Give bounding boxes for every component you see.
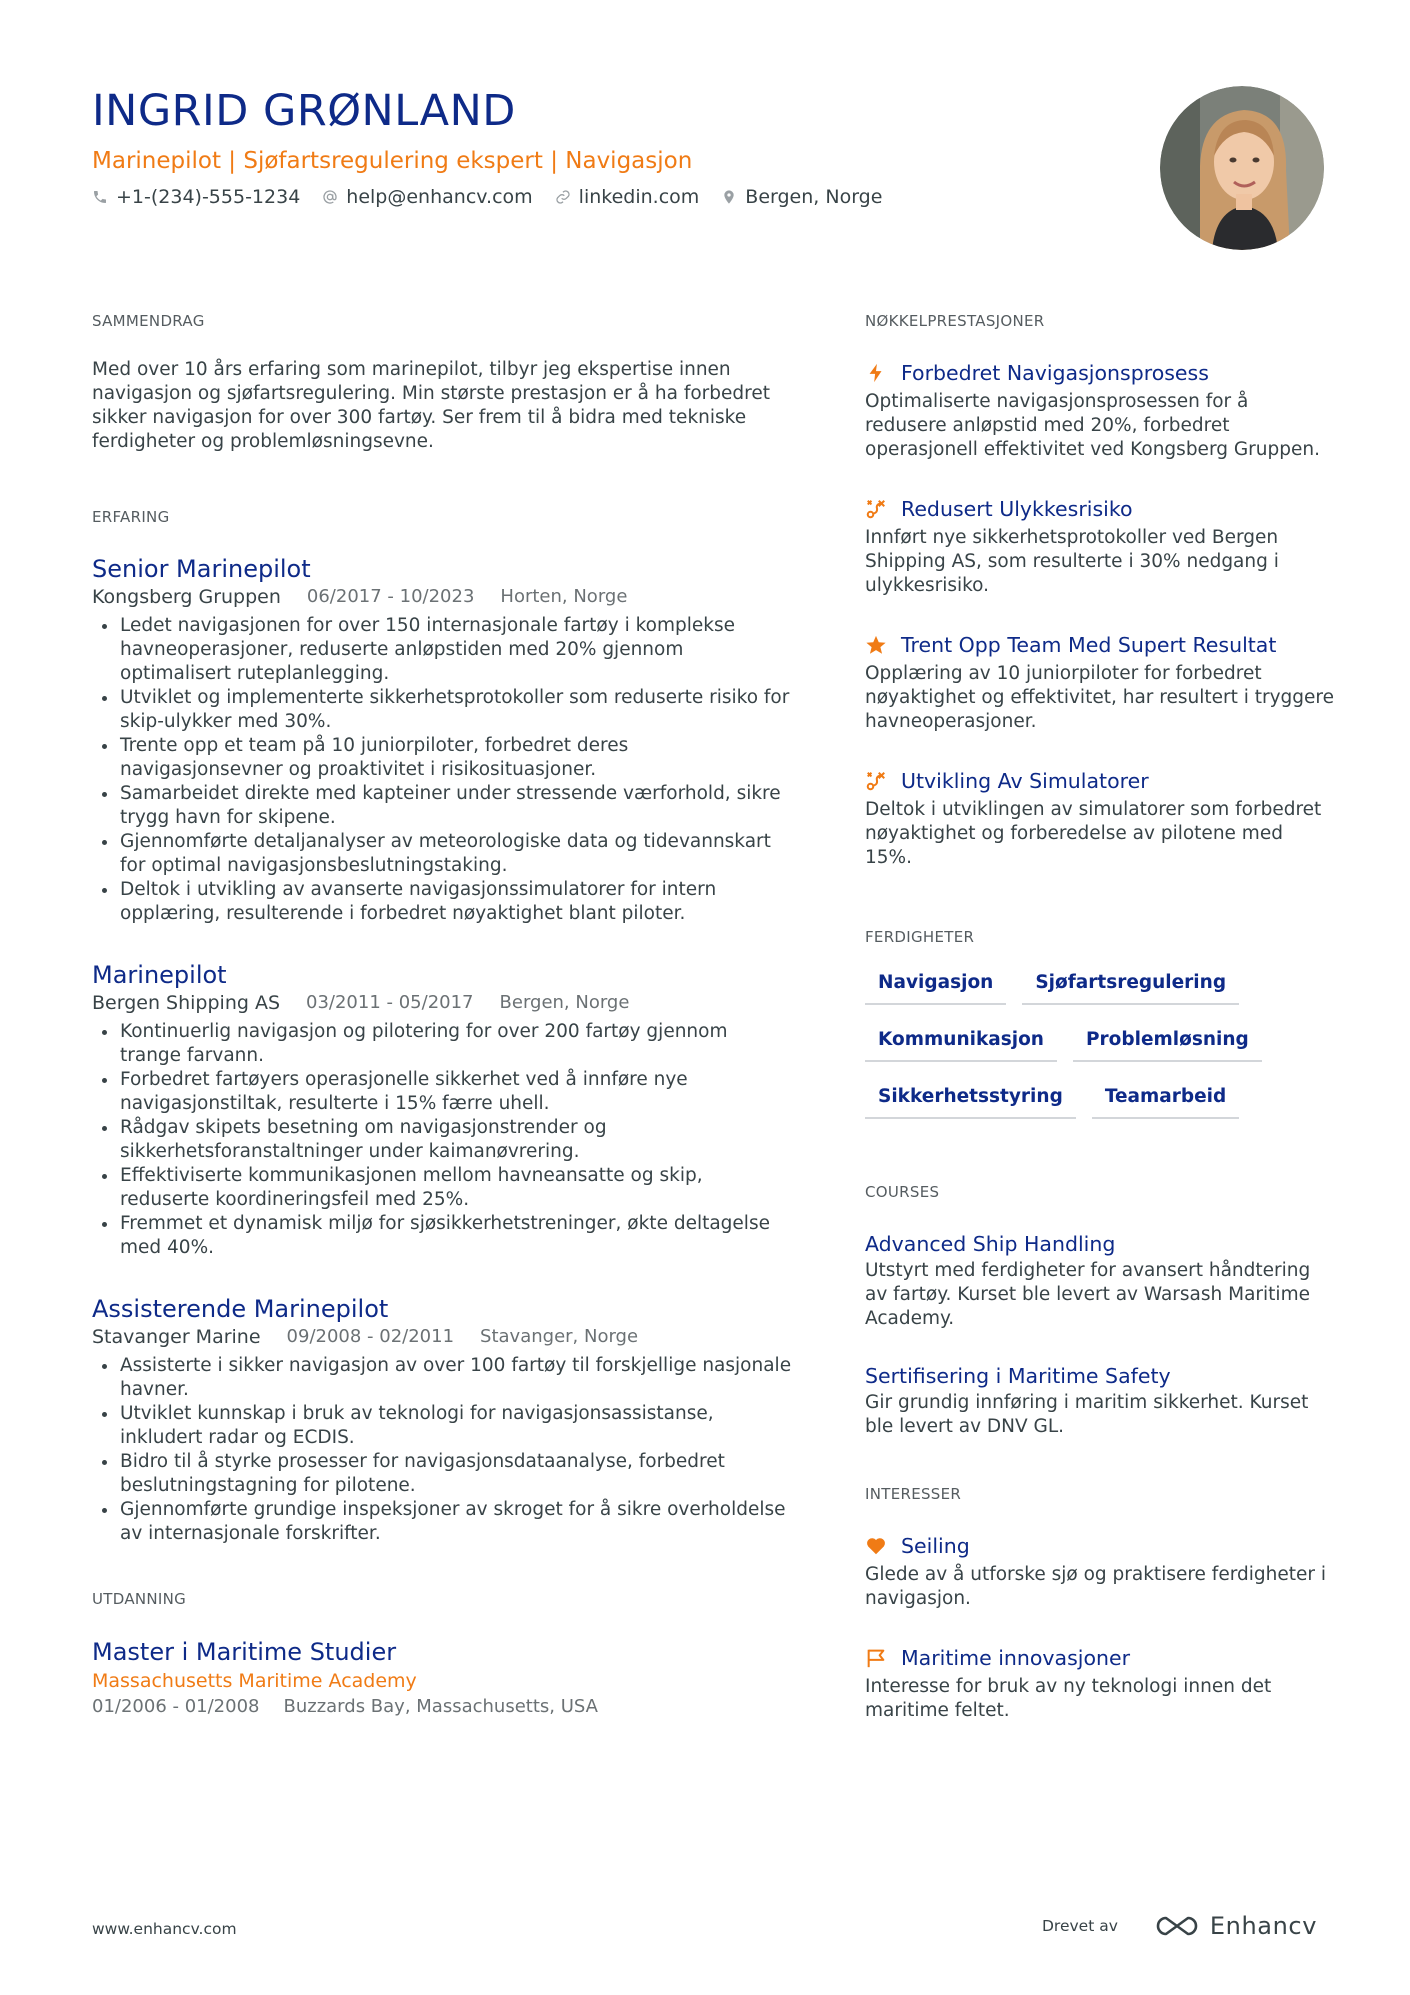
job-bullets <box>92 614 792 926</box>
job-bullets <box>92 1020 792 1260</box>
enhancv-logo-icon <box>1154 1914 1200 1938</box>
achievement-item <box>865 494 1335 598</box>
bullet-item: • Ledet navigasjonen for over 150 internasjonale fartøy i komplekse havneoperasjoner, reduserte anløpstiden med 20% gjennom optimalisert ruteplanlegging. <box>119 614 792 686</box>
achievement-item <box>865 766 1335 870</box>
summary-text: Med over 10 års erfaring som marinepilot, tilbyr jeg ekspertise innen navigasjon og sjøfartsregulering. Min største prestasjon er å ha forbedret sikker navigasjon for over 300 fartøy. Ser frem til å bidra med tekniske ferdigheter og problemløsningsevne. <box>92 359 770 452</box>
education-location: Buzzards Bay, Massachusetts, USA <box>283 1696 598 1717</box>
job-meta <box>92 584 792 610</box>
location-text: Bergen, Norge <box>745 186 883 208</box>
achievement-desc: Innført nye sikkerhetsprotokoller ved Bergen Shipping AS, som resulterte i 30% nedgang i ulykkesrisiko. <box>865 527 1279 596</box>
bullet-item: • Effektiviserte kommunikasjonen mellom havneansatte og skip, reduserte koordineringsfeil med 25%. <box>119 1164 792 1212</box>
route-icon <box>865 498 887 520</box>
section-title: NØKKELPRESTASJONER <box>865 312 1045 330</box>
contact-linkedin[interactable] <box>555 186 700 208</box>
linkedin-text: linkedin.com <box>578 186 700 208</box>
powered-by-label: Drevet av <box>1042 1917 1118 1935</box>
education-degree: Master i Maritime Studier <box>92 1638 397 1666</box>
contact-phone[interactable] <box>92 186 300 208</box>
brand-logo[interactable] <box>1154 1912 1317 1940</box>
interest-desc: Glede av å utforske sjø og praktisere ferdigheter i navigasjon. <box>865 1564 1326 1609</box>
achievement-desc: Deltok i utviklingen av simulatorer som forbedret nøyaktighet og forberedelse av pilotene med 15%. <box>865 799 1322 868</box>
achievement-title: Utvikling Av Simulatorer <box>901 769 1149 793</box>
achievement-item <box>865 358 1335 462</box>
right-column <box>865 312 1335 1777</box>
experience-section <box>92 508 792 1546</box>
bullet-item: • Forbedret fartøyers operasjonelle sikkerhet ved å innføre nye navigasjonstiltak, resulterte i 15% færre uhell. <box>119 1068 792 1116</box>
job-location: Bergen, Norge <box>499 992 630 1013</box>
heart-icon <box>865 1535 887 1557</box>
footer-branding <box>1042 1912 1317 1940</box>
interest-title: Seiling <box>901 1534 970 1558</box>
job-title: Assisterende Marinepilot <box>92 1295 389 1323</box>
skill-tag: Sjøfartsregulering <box>1022 966 1239 1005</box>
left-column <box>92 312 792 1774</box>
location-pin-icon <box>721 189 737 205</box>
skills-list <box>865 966 1285 1119</box>
achievement-item <box>865 630 1335 734</box>
education-section <box>92 1590 792 1720</box>
footer-website[interactable]: www.enhancv.com <box>92 1920 237 1938</box>
phone-icon <box>92 189 108 205</box>
job-dates: 06/2017 - 10/2023 <box>306 586 475 607</box>
interest-item <box>865 1531 1335 1611</box>
contact-email[interactable] <box>322 186 532 208</box>
section-title: ERFARING <box>92 508 170 526</box>
phone-text: +1-(234)-555-1234 <box>116 186 301 208</box>
job-company: Stavanger Marine <box>92 1326 261 1348</box>
achievement-title: Trent Opp Team Med Supert Resultat <box>901 633 1277 657</box>
contact-bar <box>92 186 882 208</box>
link-icon <box>555 189 571 205</box>
section-title: UTDANNING <box>92 1590 187 1608</box>
skill-tag: Teamarbeid <box>1092 1080 1239 1119</box>
course-item <box>865 1361 1335 1439</box>
job-company: Bergen Shipping AS <box>92 992 281 1014</box>
bullet-item: • Rådgav skipets besetning om navigasjonstrender og sikkerhetsforanstaltninger under kaimanøvrering. <box>119 1116 792 1164</box>
flag-icon <box>865 1647 887 1669</box>
achievement-desc: Opplæring av 10 juniorpiloter for forbedret nøyaktighet og effektivitet, har resultert i tryggere havneoperasjoner. <box>865 663 1335 732</box>
at-icon <box>322 189 338 205</box>
achievements-section <box>865 312 1335 870</box>
bullet-item: • Deltok i utvikling av avanserte navigasjonssimulatorer for intern opplæring, resulterende i forbedret nøyaktighet blant piloter. <box>119 878 792 926</box>
avatar <box>1160 86 1324 250</box>
skill-tag: Problemløsning <box>1073 1023 1262 1062</box>
job-title: Senior Marinepilot <box>92 555 311 583</box>
job-title: Marinepilot <box>92 961 227 989</box>
section-title: COURSES <box>865 1183 940 1201</box>
headline: Marinepilot | Sjøfartsregulering ekspert | Navigasjon <box>92 148 693 174</box>
interest-desc: Interesse for bruk av ny teknologi innen det maritime feltet. <box>865 1676 1272 1721</box>
course-title: Sertifisering i Maritime Safety <box>865 1364 1171 1388</box>
route-icon <box>865 770 887 792</box>
bullet-item: • Assisterte i sikker navigasjon av over 100 fartøy til forskjellige nasjonale havner. <box>119 1354 792 1402</box>
job-entry <box>92 960 792 1260</box>
bullet-item: • Fremmet et dynamisk miljø for sjøsikkerhetstreninger, økte deltagelse med 40%. <box>119 1212 792 1260</box>
interests-section <box>865 1485 1335 1723</box>
course-desc: Gir grundig innføring i maritim sikkerhet. Kurset ble levert av DNV GL. <box>865 1392 1309 1437</box>
bullet-item: • Gjennomførte grundige inspeksjoner av skroget for å sikre overholdelse av internasjonale forskrifter. <box>119 1498 792 1546</box>
section-title: SAMMENDRAG <box>92 312 205 330</box>
course-title: Advanced Ship Handling <box>865 1232 1116 1256</box>
courses-section <box>865 1183 1335 1439</box>
skills-section <box>865 928 1335 1119</box>
job-location: Stavanger, Norge <box>480 1326 639 1347</box>
job-dates: 09/2008 - 02/2011 <box>286 1326 455 1347</box>
job-entry <box>92 1294 792 1546</box>
bullet-item: • Trente opp et team på 10 juniorpiloter, forbedret deres navigasjonsevner og proaktivitet i risikosituasjoner. <box>119 734 792 782</box>
section-title: FERDIGHETER <box>865 928 975 946</box>
email-text: help@enhancv.com <box>346 186 533 208</box>
skill-tag: Navigasjon <box>865 966 1006 1005</box>
interest-title: Maritime innovasjoner <box>901 1646 1131 1670</box>
job-entry <box>92 554 792 926</box>
job-dates: 03/2011 - 05/2017 <box>306 992 474 1013</box>
bullet-item: • Samarbeidet direkte med kapteiner under stressende værforhold, sikre trygg havn for skipene. <box>119 782 792 830</box>
education-meta <box>92 1694 792 1720</box>
summary-section <box>92 312 792 454</box>
contact-location <box>721 186 882 208</box>
job-meta <box>92 1324 792 1350</box>
achievement-title: Redusert Ulykkesrisiko <box>901 497 1133 521</box>
bullet-item: • Utviklet og implementerte sikkerhetsprotokoller som reduserte risiko for skip-ulykker med 30%. <box>119 686 792 734</box>
course-item <box>865 1229 1335 1331</box>
profile-photo-icon <box>1160 86 1324 250</box>
section-title: INTERESSER <box>865 1485 962 1503</box>
candidate-name: INGRID GRØNLAND <box>92 86 516 136</box>
job-location: Horten, Norge <box>500 586 628 607</box>
job-company: Kongsberg Gruppen <box>92 586 281 608</box>
job-bullets <box>92 1354 792 1546</box>
bullet-item: • Kontinuerlig navigasjon og pilotering for over 200 fartøy gjennom trange farvann. <box>119 1020 792 1068</box>
bullet-item: • Gjennomførte detaljanalyser av meteorologiske data og tidevannskart for optimal navigasjonsbeslutningstaking. <box>119 830 792 878</box>
achievement-desc: Optimaliserte navigasjonsprosessen for å redusere anløpstid med 20%, forbedret operasjonell effektivitet ved Kongsberg Gruppen. <box>865 391 1320 460</box>
lightning-bolt-icon <box>865 362 887 384</box>
bullet-item: • Utviklet kunnskap i bruk av teknologi for navigasjonsassistanse, inkludert radar og ECDIS. <box>119 1402 792 1450</box>
job-meta <box>92 990 792 1016</box>
bullet-item: • Bidro til å styrke prosesser for navigasjonsdataanalyse, forbedret beslutningstagning for pilotene. <box>119 1450 792 1498</box>
skill-tag: Kommunikasjon <box>865 1023 1057 1062</box>
brand-name: Enhancv <box>1209 1912 1317 1940</box>
achievement-title: Forbedret Navigasjonsprosess <box>901 361 1209 385</box>
interest-item <box>865 1643 1335 1723</box>
education-school: Massachusetts Maritime Academy <box>92 1670 417 1692</box>
skill-tag: Sikkerhetsstyring <box>865 1080 1076 1119</box>
education-dates: 01/2006 - 01/2008 <box>92 1696 260 1717</box>
course-desc: Utstyrt med ferdigheter for avansert håndtering av fartøy. Kurset ble levert av Warsash Maritime Academy. <box>865 1260 1311 1329</box>
star-icon <box>865 634 887 656</box>
